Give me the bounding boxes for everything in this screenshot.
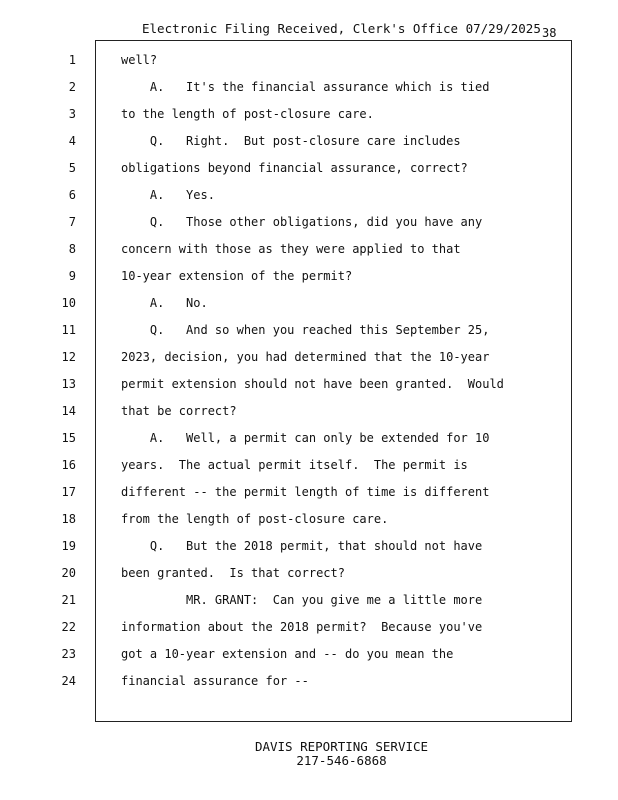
transcript-line: Q. Right. But post-closure care includes (121, 134, 461, 148)
reporting-phone: 217-546-6868 (296, 753, 387, 768)
transcript-line: Q. And so when you reached this September 25, (121, 323, 490, 337)
line-number: 15 (61, 431, 76, 445)
line-number: 5 (68, 161, 76, 175)
transcript-line: been granted. Is that correct? (121, 566, 345, 580)
line-number: 2 (68, 80, 76, 94)
line-number-column (56, 52, 76, 700)
line-number: 22 (61, 620, 76, 634)
line-number: 12 (61, 350, 76, 364)
line-number: 17 (61, 485, 76, 499)
reporting-company: DAVIS REPORTING SERVICE (254, 739, 429, 754)
footer (0, 740, 618, 768)
transcript-line: permit extension should not have been granted. Would (121, 377, 504, 391)
transcript-line: Q. Those other obligations, did you have any (121, 215, 483, 229)
line-number: 1 (68, 53, 76, 67)
transcript-line: well? (121, 53, 158, 67)
line-number: 14 (61, 404, 76, 418)
line-number: 11 (61, 323, 76, 337)
line-number: 24 (61, 674, 76, 688)
transcript-line: A. It's the financial assurance which is tied (121, 80, 490, 94)
transcript-line: to the length of post-closure care. (121, 107, 374, 121)
line-number: 19 (61, 539, 76, 553)
transcript-line: A. Yes. (121, 188, 215, 202)
line-number: 8 (68, 242, 76, 256)
line-number: 6 (68, 188, 76, 202)
transcript-line: A. No. (121, 296, 208, 310)
transcript-line: A. Well, a permit can only be extended for 10 (121, 431, 490, 445)
transcript-line: years. The actual permit itself. The permit is (121, 458, 468, 472)
transcript-line: 10-year extension of the permit? (121, 269, 353, 283)
transcript-line: information about the 2018 permit? Because you've (121, 620, 483, 634)
line-number: 9 (68, 269, 76, 283)
filing-header: Electronic Filing Received, Clerk's Office 07/29/2025 (142, 21, 541, 36)
line-number: 23 (61, 647, 76, 661)
line-number: 20 (61, 566, 76, 580)
transcript-line: Q. But the 2018 permit, that should not have (121, 539, 483, 553)
transcript-line: from the length of post-closure care. (121, 512, 389, 526)
line-number: 10 (61, 296, 76, 310)
transcript-line: got a 10-year extension and -- do you mean the (121, 647, 454, 661)
line-number: 18 (61, 512, 76, 526)
transcript-line: MR. GRANT: Can you give me a little more (121, 593, 483, 607)
line-number: 3 (68, 107, 76, 121)
transcript-line: different -- the permit length of time is different (121, 485, 490, 499)
transcript-line: 2023, decision, you had determined that the 10-year (121, 350, 490, 364)
line-number: 7 (68, 215, 76, 229)
transcript-line: financial assurance for -- (121, 674, 309, 688)
transcript-line: that be correct? (121, 404, 237, 418)
page-number: 38 (542, 26, 557, 40)
transcript-line: obligations beyond financial assurance, correct? (121, 161, 468, 175)
transcript-text (121, 52, 561, 700)
line-number: 13 (61, 377, 76, 391)
line-number: 21 (61, 593, 76, 607)
line-number: 4 (68, 134, 76, 148)
transcript-line: concern with those as they were applied to that (121, 242, 461, 256)
line-number: 16 (61, 458, 76, 472)
